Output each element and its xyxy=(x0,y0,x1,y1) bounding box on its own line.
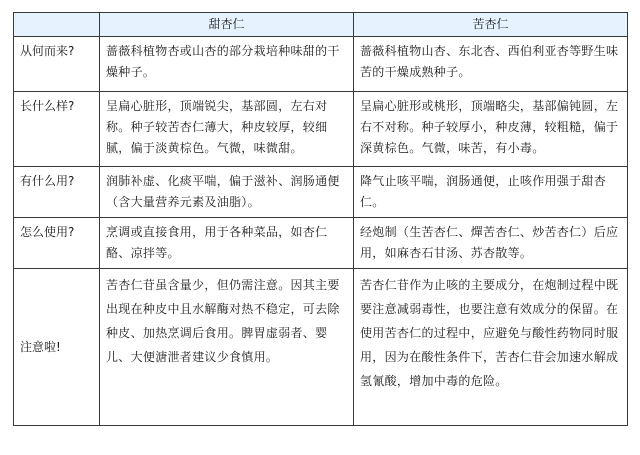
table-row xyxy=(14,37,628,92)
row-label-cautions: 注意啦! xyxy=(14,269,100,426)
sweet-uses-cell xyxy=(100,167,354,218)
table-row xyxy=(14,218,628,269)
sweet-origin-text: 蔷薇科植物杏或山杏的部分栽培种味甜的干燥种子。 xyxy=(106,44,340,79)
row-label-uses: 有什么用? xyxy=(14,167,100,218)
bitter-cautions-cell xyxy=(354,269,628,426)
bitter-cautions-text: 苦杏仁苷作为止咳的主要成分，在炮制过程中既要注意减弱毒性，也要注意有效成分的保留。在使用苦杏仁的过程中，应避免与酸性药物同时服用，因为在酸性条件下，苦杏仁苷会加速水解成氢氰酸，增加中毒的危险。 xyxy=(360,278,619,388)
bitter-appearance-text: 呈扁心脏形或桃形，顶端略尖，基部偏钝圆，左右不对称。种子较厚小，种皮薄，较粗糙，偏于深黄棕色。气微，味苦，有小毒。 xyxy=(360,99,619,155)
table-row xyxy=(14,167,628,218)
sweet-appearance-text: 呈扁心脏形，顶端锐尖，基部圆，左右对称。种子较苦杏仁薄大，种皮较厚，较细腻，偏于淡黄棕色。气微，味微甜。 xyxy=(106,99,328,155)
row-label-appearance: 长什么样? xyxy=(14,92,100,167)
sweet-origin-cell xyxy=(100,37,354,92)
sweet-cautions-text: 苦杏仁苷虽含量少，但仍需注意。因其主要出现在种皮中且水解酶对热不稳定，可去除种皮、加热烹调后食用。脾胃虚弱者、婴儿、大便溏泄者建议少食慎用。 xyxy=(106,278,340,364)
header-corner-cell xyxy=(14,13,100,37)
header-bitter-almond: 苦杏仁 xyxy=(354,13,628,37)
table-header-row xyxy=(14,13,628,37)
header-sweet-almond: 甜杏仁 xyxy=(100,13,354,37)
row-label-origin: 从何而来? xyxy=(14,37,100,92)
sweet-cautions-cell xyxy=(100,269,354,426)
sweet-usage-cell xyxy=(100,218,354,269)
table-row xyxy=(14,269,628,426)
bitter-origin-cell xyxy=(354,37,628,92)
bitter-usage-cell xyxy=(354,218,628,269)
comparison-table xyxy=(13,12,628,426)
bitter-usage-text: 经炮制（生苦杏仁、燀苦杏仁、炒苦杏仁）后应用，如麻杏石甘汤、苏杏散等。 xyxy=(360,225,619,260)
sweet-usage-text: 烹调或直接食用，用于各种菜品，如杏仁酪、凉拌等。 xyxy=(106,225,328,260)
bitter-origin-text: 蔷薇科植物山杏、东北杏、西伯利亚杏等野生味苦的干燥成熟种子。 xyxy=(360,44,619,79)
table-row xyxy=(14,92,628,167)
row-label-usage: 怎么使用? xyxy=(14,218,100,269)
sweet-appearance-cell xyxy=(100,92,354,167)
bitter-uses-cell xyxy=(354,167,628,218)
bitter-appearance-cell xyxy=(354,92,628,167)
sweet-uses-text: 润肺补虚、化痰平喘，偏于滋补、润肠通便（含大量营养元素及油脂）。 xyxy=(106,174,340,209)
bitter-uses-text: 降气止咳平喘，润肠通便，止咳作用强于甜杏仁。 xyxy=(360,174,607,209)
